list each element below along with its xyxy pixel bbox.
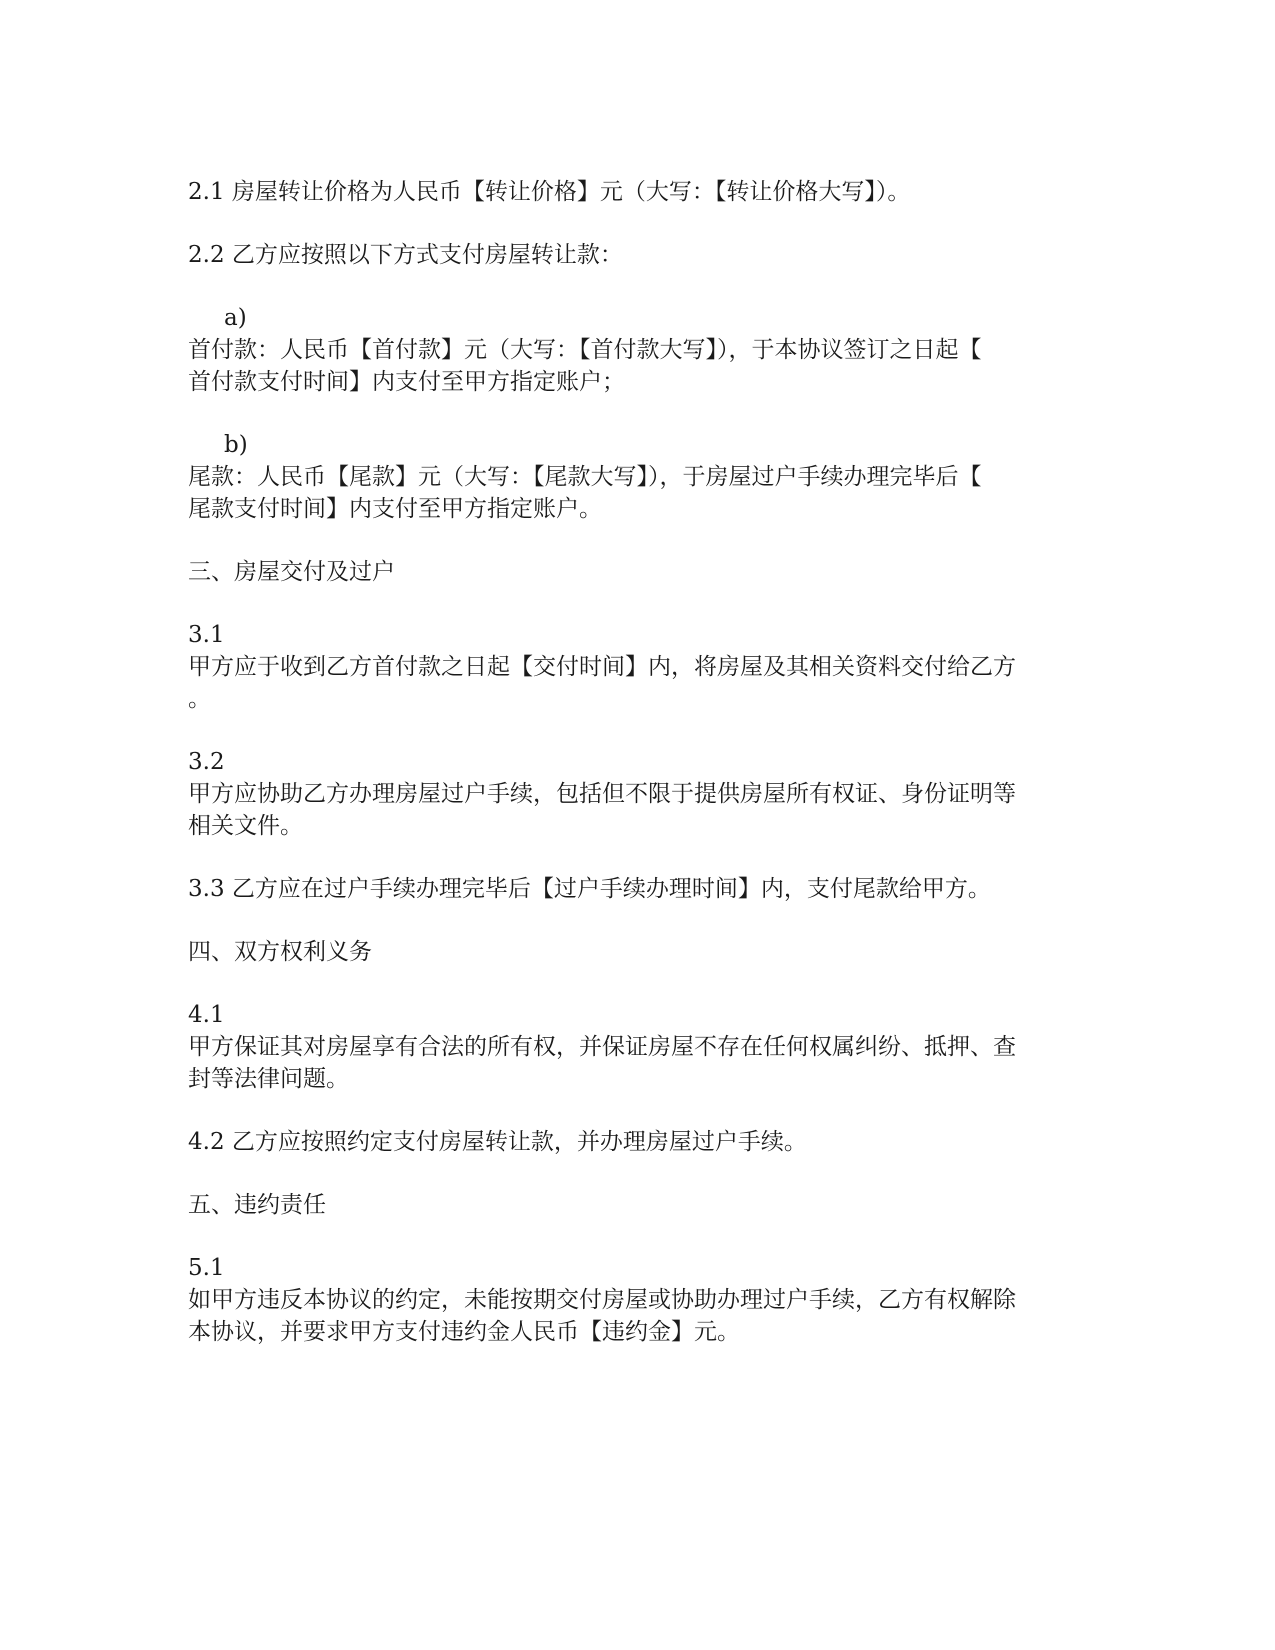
clause-5-1-number: 5.1 (188, 1255, 225, 1281)
section-5-title: 五、违约责任 (188, 1192, 326, 1218)
clause-5-1-line2: 本协议，并要求甲方支付违约金人民币【违约金】元。 (188, 1319, 740, 1345)
clause-3-1-line1: 甲方应于收到乙方首付款之日起【交付时间】内，将房屋及其相关资料交付给乙方 (188, 654, 1016, 680)
document-body (188, 176, 1088, 1348)
clause-4-2: 4.2 乙方应按照约定支付房屋转让款，并办理房屋过户手续。 (188, 1129, 807, 1155)
clause-3-1-line2: 。 (188, 686, 211, 712)
clause-3-2-line2: 相关文件。 (188, 813, 303, 839)
clause-3-2-line1: 甲方应协助乙方办理房屋过户手续，包括但不限于提供房屋所有权证、身份证明等 (188, 781, 1016, 807)
clause-2-2-b-label: b) (224, 432, 248, 458)
clause-2-2-a-line1: 首付款：人民币【首付款】元（大写：【首付款大写】），于本协议签订之日起【 (188, 337, 982, 363)
clause-2-1: 2.1 房屋转让价格为人民币【转让价格】元（大写：【转让价格大写】）。 (188, 179, 911, 205)
clause-2-2-b-line1: 尾款：人民币【尾款】元（大写：【尾款大写】），于房屋过户手续办理完毕后【 (188, 464, 982, 490)
clause-3-2-number: 3.2 (188, 749, 225, 775)
clause-2-2-b-line2: 尾款支付时间】内支付至甲方指定账户。 (188, 496, 602, 522)
clause-3-1-number: 3.1 (188, 622, 225, 648)
clause-4-1-line2: 封等法律问题。 (188, 1066, 349, 1092)
clause-3-3: 3.3 乙方应在过户手续办理完毕后【过户手续办理时间】内，支付尾款给甲方。 (188, 876, 991, 902)
clause-4-1-number: 4.1 (188, 1002, 225, 1028)
clause-4-1-line1: 甲方保证其对房屋享有合法的所有权，并保证房屋不存在任何权属纠纷、抵押、查 (188, 1034, 1016, 1060)
clause-2-2: 2.2 乙方应按照以下方式支付房屋转让款： (188, 242, 623, 268)
clause-2-2-a-line2: 首付款支付时间】内支付至甲方指定账户； (188, 369, 625, 395)
clause-5-1-line1: 如甲方违反本协议的约定，未能按期交付房屋或协助办理过户手续，乙方有权解除 (188, 1287, 1016, 1313)
clause-2-2-a-label: a) (224, 305, 247, 331)
section-3-title: 三、房屋交付及过户 (188, 559, 395, 585)
section-4-title: 四、双方权利义务 (188, 939, 372, 965)
